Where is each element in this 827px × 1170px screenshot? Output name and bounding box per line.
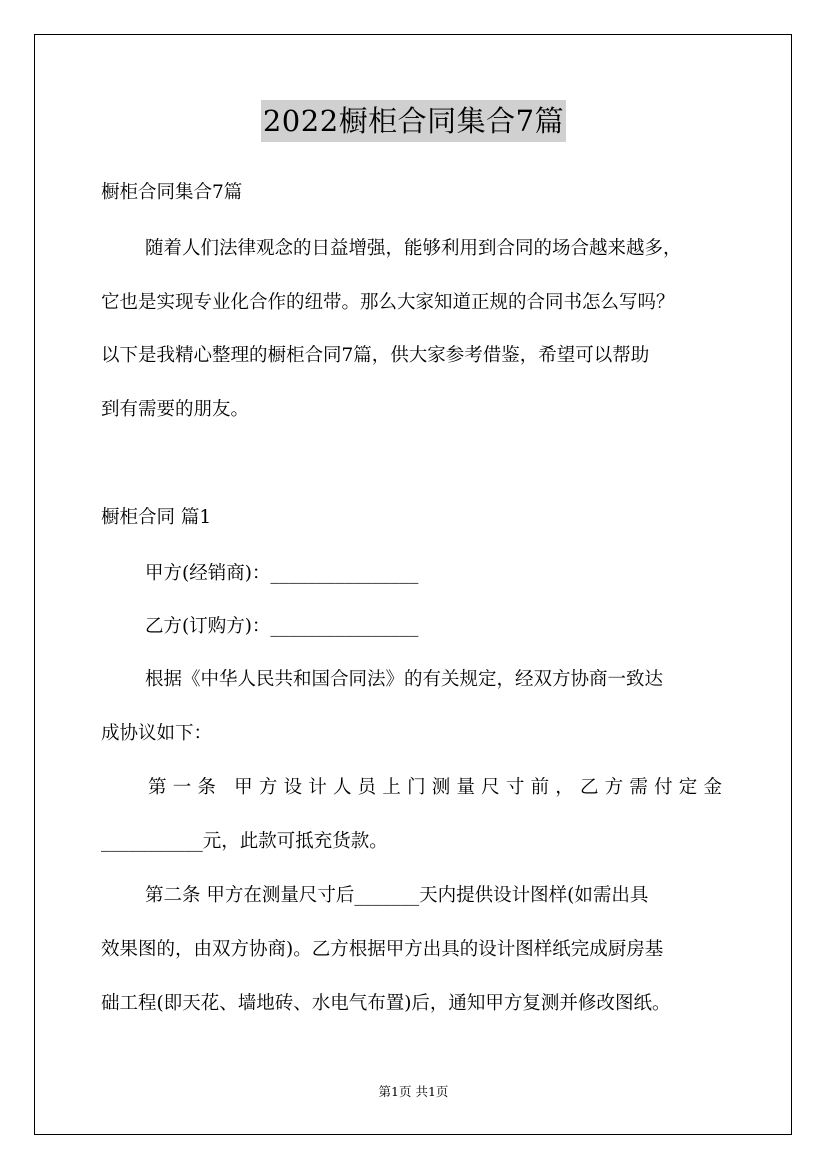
- article1-line-2: ___________元，此款可抵充货款。: [101, 831, 388, 852]
- intro-line-1: 随着人们法律观念的日益增强，能够利用到合同的场合越来越多，: [145, 238, 682, 259]
- basis-line-1: 根据《中华人民共和国合同法》的有关规定，经双方协商一致达: [145, 669, 664, 690]
- title-container: [0, 100, 827, 142]
- party-a-line: 甲方(经销商)：________________: [145, 563, 419, 584]
- intro-line-3: 以下是我精心整理的橱柜合同7篇，供大家参考借鉴，希望可以帮助: [101, 345, 650, 366]
- basis-line-2: 成协议如下：: [101, 723, 213, 744]
- article2-line-3: 础工程(即天花、墙地砖、水电气布置)后，通知甲方复测并修改图纸。: [101, 993, 671, 1014]
- document-subtitle: 橱柜合同集合7篇: [101, 182, 243, 203]
- section-heading: 橱柜合同 篇1: [101, 507, 212, 528]
- article2-line-2: 效果图的，由双方协商)。乙方根据甲方出具的设计图样纸完成厨房基: [101, 939, 664, 960]
- document-title: 2022橱柜合同集合7篇: [261, 100, 566, 142]
- intro-line-4: 到有需要的朋友。: [101, 399, 250, 420]
- article2-line-1: 第二条 甲方在测量尺寸后_______天内提供设计图样(如需出具: [145, 885, 649, 906]
- article1-line-1: 第一条 甲方设计人员上门测量尺寸前，乙方需付定金: [148, 777, 729, 798]
- party-b-line: 乙方(订购方)：________________: [145, 616, 419, 637]
- page-footer: 第1页 共1页: [378, 1084, 449, 1099]
- intro-line-2: 它也是实现专业化合作的纽带。那么大家知道正规的合同书怎么写吗？: [101, 292, 675, 313]
